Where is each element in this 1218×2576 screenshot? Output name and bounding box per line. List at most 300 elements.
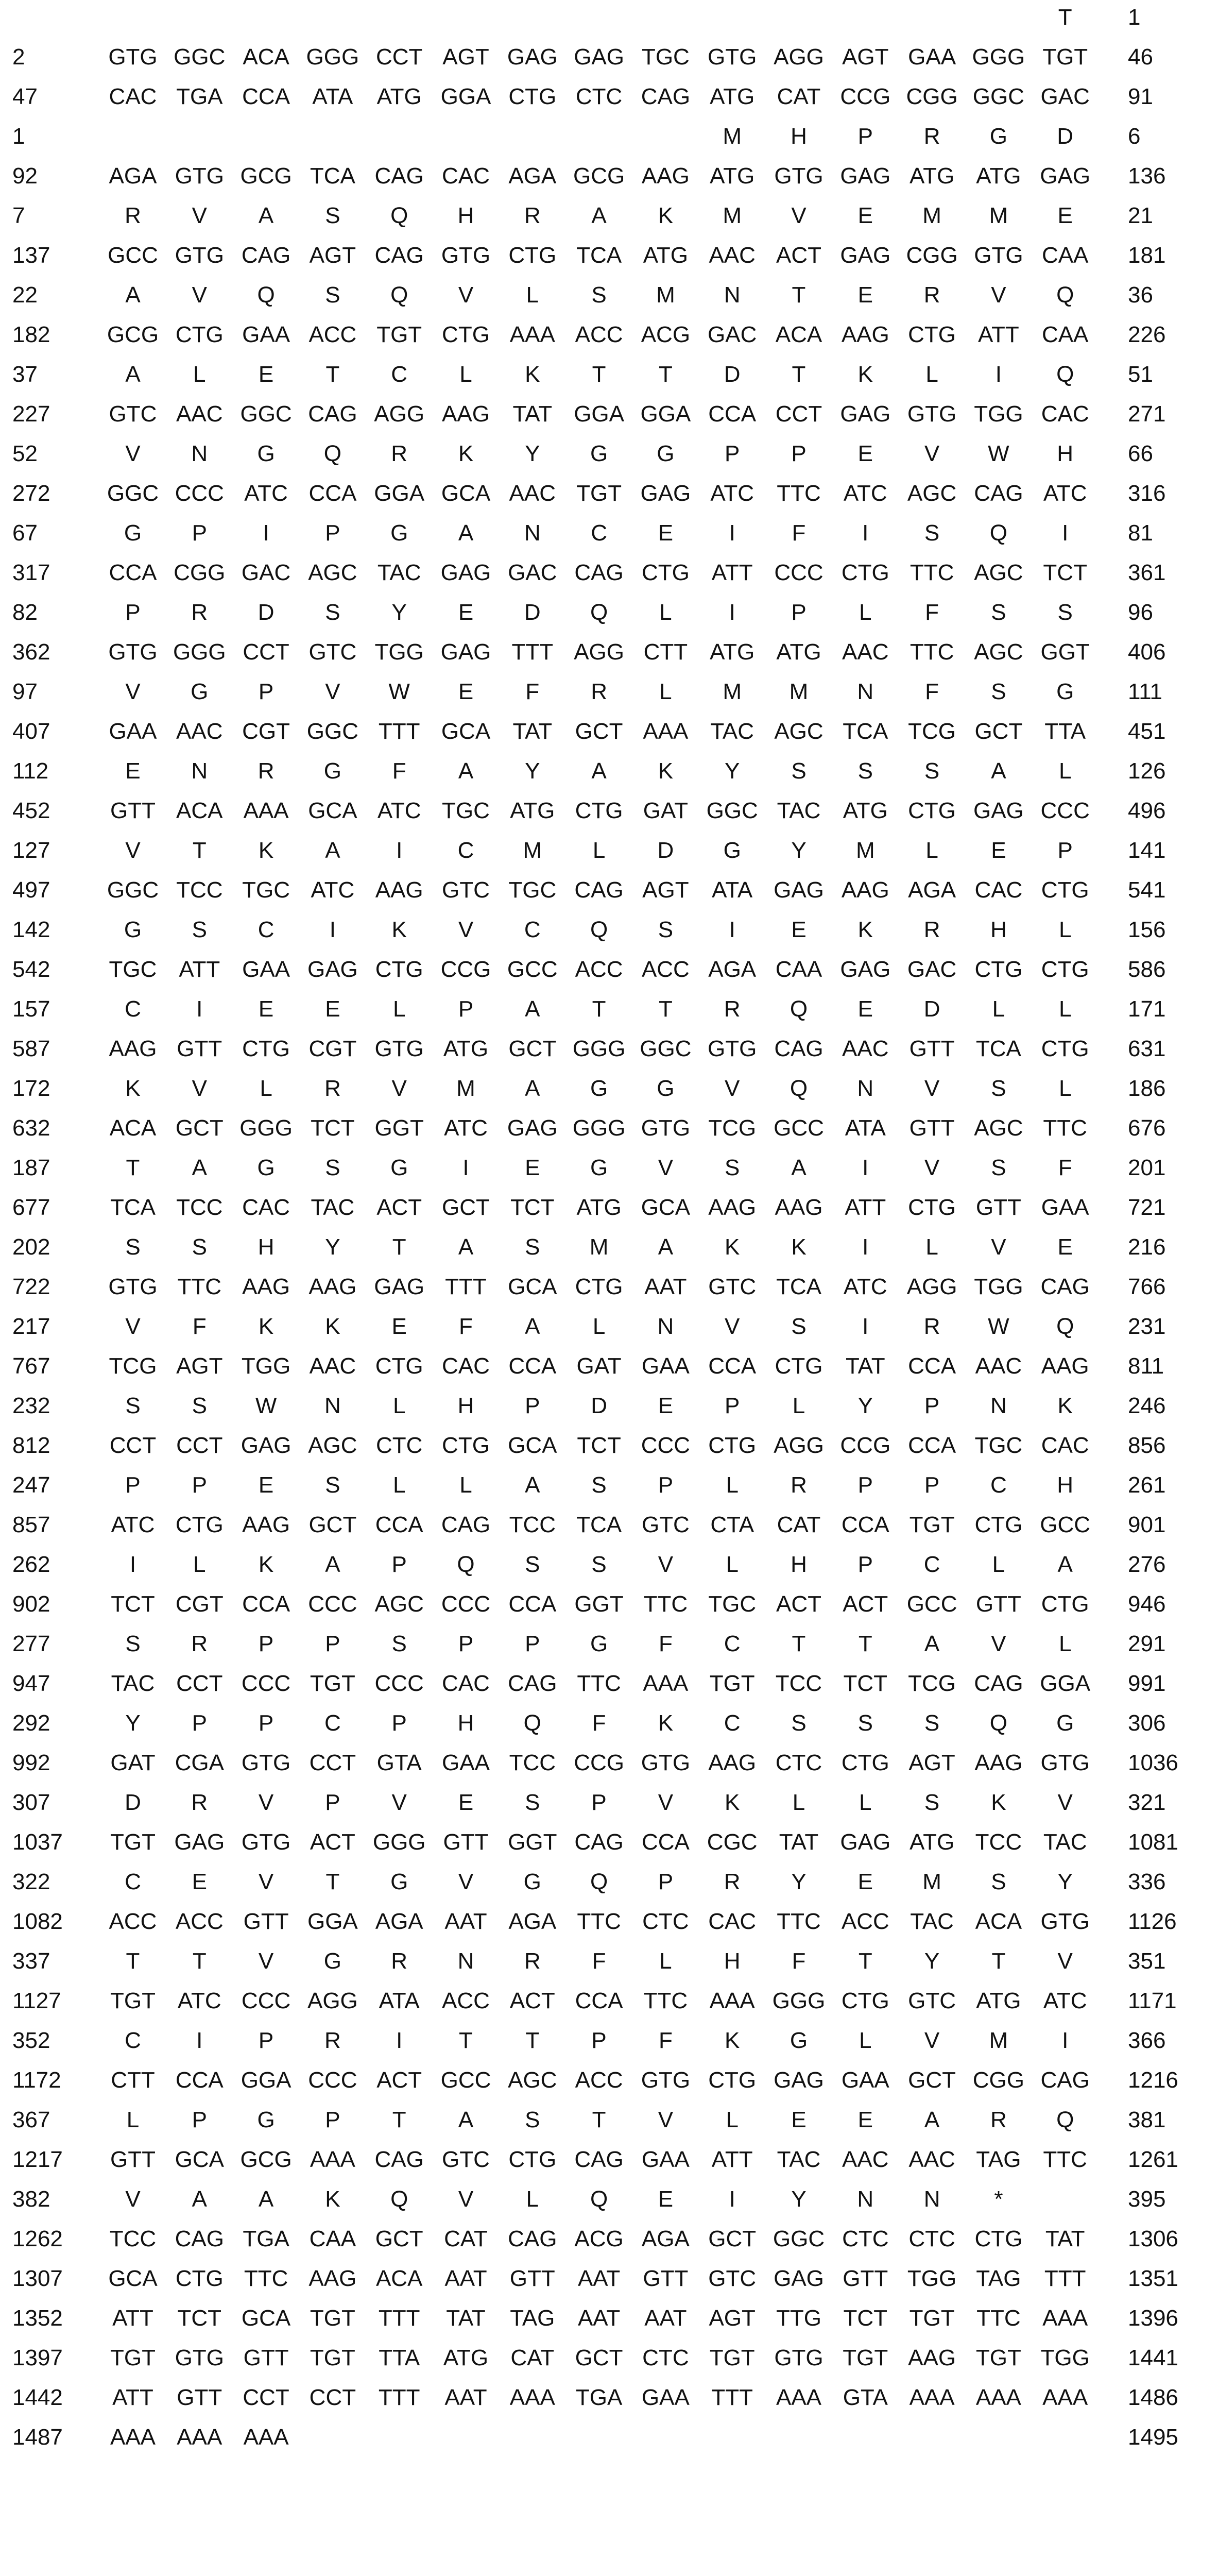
right-position-number: 171	[1128, 996, 1166, 1022]
amino-acid: L	[1058, 917, 1072, 942]
codon: AAA	[643, 719, 689, 744]
amino-acid: N	[324, 1393, 341, 1418]
codon: AAG	[841, 877, 889, 903]
codon: GCG	[107, 322, 159, 347]
codon: CTC	[775, 1750, 822, 1775]
codon: AAT	[644, 1274, 687, 1299]
amino-acid: L	[659, 679, 672, 704]
codon: GTG	[108, 44, 158, 70]
codon: AAA	[110, 2425, 156, 2450]
left-position-number: 292	[12, 1710, 50, 1736]
amino-acid: L	[592, 838, 606, 863]
codon: TGC	[974, 1433, 1023, 1458]
codon: GAG	[840, 1829, 891, 1855]
codon: CTC	[842, 2226, 889, 2251]
amino-acid: A	[125, 362, 141, 387]
codon: ATA	[312, 84, 353, 109]
codon: ACA	[775, 322, 822, 347]
codon: CTG	[508, 84, 557, 109]
amino-acid: V	[125, 1314, 141, 1339]
amino-acid: G	[257, 2107, 275, 2132]
amino-acid: C	[125, 1869, 141, 1894]
codon: GTG	[708, 44, 757, 70]
codon: AAG	[1041, 1353, 1089, 1379]
amino-acid: D	[1057, 124, 1074, 149]
right-position-number: 336	[1128, 1869, 1166, 1894]
codon: GTT	[975, 1591, 1021, 1617]
right-position-number: 1306	[1128, 2226, 1178, 2251]
right-position-number: 1351	[1128, 2266, 1178, 2291]
codon: TCC	[509, 1750, 556, 1775]
codon: CTG	[841, 1988, 889, 2013]
codon: AAG	[708, 1750, 757, 1775]
amino-acid: G	[124, 917, 142, 942]
codon: AAG	[442, 401, 490, 427]
codon: TAT	[1045, 2226, 1085, 2251]
codon: TAC	[111, 1671, 155, 1696]
right-position-number: 201	[1128, 1155, 1166, 1180]
amino-acid: E	[391, 1314, 407, 1339]
right-position-number: 306	[1128, 1710, 1166, 1736]
codon: GGG	[572, 1036, 626, 1061]
codon: CTG	[841, 560, 889, 585]
codon: GCA	[441, 719, 491, 744]
amino-acid: T	[991, 1948, 1006, 1974]
codon: GCG	[573, 163, 625, 189]
codon: CCG	[440, 957, 491, 982]
amino-acid: K	[258, 1314, 274, 1339]
codon: GTG	[641, 2067, 691, 2093]
amino-acid: E	[1057, 203, 1073, 228]
codon: GTC	[708, 2266, 757, 2291]
left-position-number: 187	[12, 1155, 50, 1180]
amino-acid: G	[657, 1076, 675, 1101]
codon: CAC	[442, 163, 490, 189]
left-position-number: 1262	[12, 2226, 63, 2251]
codon: CTG	[1041, 957, 1089, 982]
amino-acid: W	[255, 1393, 277, 1418]
amino-acid: P	[325, 1631, 340, 1656]
codon: CCA	[575, 1988, 623, 2013]
nucleotide-row	[0, 2420, 1218, 2455]
codon: ATG	[443, 1036, 489, 1061]
amino-acid: S	[991, 1155, 1006, 1180]
codon: AGT	[309, 243, 356, 268]
right-position-number: 1486	[1128, 2385, 1178, 2410]
amino-acid-row	[0, 119, 1218, 154]
codon: AAC	[309, 1353, 356, 1379]
codon: TAC	[311, 1195, 355, 1220]
amino-acid-row	[0, 2182, 1218, 2217]
amino-acid: D	[724, 362, 741, 387]
amino-acid: E	[125, 758, 141, 784]
codon: TTT	[511, 639, 554, 665]
amino-acid: S	[525, 1234, 540, 1260]
codon: CTC	[575, 84, 623, 109]
codon: AAA	[1042, 2385, 1088, 2410]
codon: AAG	[375, 877, 423, 903]
amino-acid: Q	[523, 1710, 541, 1736]
amino-acid: N	[524, 520, 541, 546]
codon: GAT	[576, 1353, 622, 1379]
amino-acid: S	[325, 600, 340, 625]
amino-acid: C	[524, 917, 541, 942]
codon: AAG	[308, 1274, 357, 1299]
left-position-number: 352	[12, 2028, 50, 2053]
amino-acid-row	[0, 1944, 1218, 1979]
codon: CCA	[508, 1353, 557, 1379]
amino-acid-row	[0, 1547, 1218, 1582]
amino-acid-row	[0, 1071, 1218, 1106]
amino-acid: F	[792, 1948, 806, 1974]
codon: GTC	[908, 1988, 956, 2013]
left-position-number: 262	[12, 1552, 50, 1577]
amino-acid: I	[862, 520, 869, 546]
codon: GTG	[175, 2345, 224, 2370]
amino-acid: W	[388, 679, 410, 704]
right-position-number: 676	[1128, 1115, 1166, 1141]
amino-acid: R	[391, 1948, 408, 1974]
amino-acid: E	[857, 2107, 873, 2132]
amino-acid-row	[0, 2023, 1218, 2058]
amino-acid: C	[591, 520, 607, 546]
codon: AGT	[176, 1353, 223, 1379]
amino-acid: T	[459, 2028, 473, 2053]
codon: TTC	[910, 639, 954, 665]
codon: ATG	[843, 798, 888, 823]
amino-acid: V	[991, 282, 1006, 308]
codon: ACT	[376, 1195, 422, 1220]
amino-acid: G	[590, 1631, 608, 1656]
amino-acid: A	[458, 758, 474, 784]
amino-acid: M	[656, 282, 675, 308]
codon: TCC	[509, 1512, 556, 1537]
right-position-number: 231	[1128, 1314, 1166, 1339]
amino-acid: C	[324, 1710, 341, 1736]
codon: CAG	[175, 2226, 224, 2251]
codon: AAA	[310, 2147, 355, 2172]
amino-acid: V	[991, 1234, 1006, 1260]
codon: AAA	[243, 798, 289, 823]
amino-acid: M	[723, 124, 742, 149]
codon: GGA	[241, 2067, 291, 2093]
left-position-number: 1	[12, 124, 25, 149]
codon: CCT	[309, 2385, 356, 2410]
left-position-number: 407	[12, 719, 50, 744]
amino-acid: Q	[989, 520, 1007, 546]
right-position-number: 991	[1128, 1671, 1166, 1696]
nucleotide-row	[0, 2341, 1218, 2376]
amino-acid: F	[392, 758, 406, 784]
right-position-number: 541	[1128, 877, 1166, 903]
amino-acid: M	[989, 2028, 1008, 2053]
amino-acid: Q	[1056, 2107, 1074, 2132]
codon: CTG	[442, 322, 490, 347]
amino-acid: K	[991, 1790, 1006, 1815]
amino-acid: A	[192, 1155, 207, 1180]
codon: TCG	[908, 1671, 956, 1696]
amino-acid: L	[592, 1314, 606, 1339]
amino-acid: Q	[1056, 282, 1074, 308]
codon: ACT	[509, 1988, 555, 2013]
codon: AAA	[776, 2385, 822, 2410]
amino-acid: N	[857, 2187, 874, 2212]
left-position-number: 2	[12, 44, 25, 70]
codon: AAA	[509, 322, 555, 347]
codon: GCT	[508, 1036, 557, 1061]
codon: GCA	[441, 481, 491, 506]
codon: TCC	[176, 877, 223, 903]
nucleotide-row	[0, 238, 1218, 273]
amino-acid: H	[258, 1234, 275, 1260]
amino-acid: E	[658, 1393, 674, 1418]
amino-acid: A	[991, 758, 1006, 784]
codon: AAG	[308, 2266, 357, 2291]
amino-acid: L	[1058, 758, 1072, 784]
amino-acid: S	[525, 1552, 540, 1577]
codon: GAG	[640, 481, 691, 506]
codon: TGT	[909, 2306, 955, 2331]
codon: ACC	[575, 2067, 623, 2093]
codon: AGT	[442, 44, 489, 70]
codon: ATC	[244, 481, 288, 506]
codon: TAG	[976, 2266, 1021, 2291]
left-position-number: 322	[12, 1869, 50, 1894]
amino-acid: S	[791, 1314, 807, 1339]
amino-acid: S	[924, 520, 940, 546]
amino-acid: E	[458, 1790, 474, 1815]
amino-acid: V	[258, 1948, 274, 1974]
codon: GTG	[374, 1036, 424, 1061]
codon: TGT	[376, 322, 422, 347]
codon: GAG	[374, 1274, 425, 1299]
codon: TTC	[976, 2306, 1021, 2331]
left-position-number: 382	[12, 2187, 50, 2212]
codon: CCA	[375, 1512, 423, 1537]
right-position-number: 36	[1128, 282, 1153, 308]
amino-acid: A	[924, 1631, 940, 1656]
amino-acid-row	[0, 516, 1218, 551]
codon: TAG	[510, 2306, 555, 2331]
codon: CAC	[242, 1195, 290, 1220]
codon: GTT	[177, 2385, 222, 2410]
codon: TCC	[109, 2226, 157, 2251]
nucleotide-row	[0, 793, 1218, 828]
amino-acid: E	[658, 520, 674, 546]
codon: GCC	[507, 957, 558, 982]
left-position-number: 7	[12, 203, 25, 228]
codon: GAA	[442, 1750, 490, 1775]
codon: TCT	[311, 1115, 355, 1141]
amino-acid: S	[125, 1234, 141, 1260]
codon: ACC	[308, 322, 357, 347]
amino-acid: N	[457, 1948, 474, 1974]
codon: AGG	[574, 639, 624, 665]
codon: CAG	[1040, 2067, 1090, 2093]
right-position-number: 316	[1128, 481, 1166, 506]
amino-acid: G	[989, 124, 1007, 149]
amino-acid: Q	[790, 996, 808, 1022]
codon: CAA	[775, 957, 822, 982]
codon: TGC	[708, 1591, 757, 1617]
codon: GGA	[307, 1909, 358, 1934]
codon: AAA	[909, 2385, 955, 2410]
amino-acid: S	[192, 917, 207, 942]
codon: CTG	[974, 957, 1023, 982]
amino-acid: K	[258, 838, 274, 863]
codon: GAG	[840, 163, 891, 189]
amino-acid: K	[391, 917, 407, 942]
codon: ATC	[444, 1115, 488, 1141]
amino-acid: S	[725, 1155, 740, 1180]
amino-acid: Q	[590, 1869, 608, 1894]
left-position-number: 202	[12, 1234, 50, 1260]
codon: ACT	[310, 1829, 355, 1855]
codon: GAG	[174, 1829, 225, 1855]
nucleotide-row	[0, 1507, 1218, 1543]
amino-acid: S	[791, 1710, 807, 1736]
amino-acid: V	[458, 2187, 474, 2212]
codon: ACC	[575, 322, 623, 347]
amino-acid: R	[923, 282, 940, 308]
codon: CGT	[175, 1591, 224, 1617]
amino-acid: R	[923, 917, 940, 942]
amino-acid: P	[391, 1552, 407, 1577]
amino-acid: G	[390, 520, 408, 546]
codon: TCT	[111, 1591, 155, 1617]
amino-acid: S	[192, 1234, 207, 1260]
amino-acid: V	[325, 679, 340, 704]
codon: TGT	[1042, 44, 1088, 70]
codon: GCA	[308, 798, 357, 823]
codon: ACA	[975, 1909, 1022, 1934]
amino-acid: Y	[325, 1234, 340, 1260]
nucleotide-row	[0, 476, 1218, 511]
amino-acid: Y	[125, 1710, 141, 1736]
amino-acid: P	[192, 1710, 207, 1736]
amino-acid: L	[925, 838, 938, 863]
codon: AGA	[375, 1909, 423, 1934]
codon: AAC	[975, 1353, 1022, 1379]
codon: GGG	[972, 44, 1025, 70]
codon: AGG	[774, 44, 824, 70]
codon: CGG	[174, 560, 226, 585]
codon: GCA	[508, 1433, 557, 1458]
codon: GAA	[841, 2067, 889, 2093]
codon: CCT	[375, 44, 423, 70]
amino-acid: M	[789, 679, 809, 704]
amino-acid: K	[857, 917, 873, 942]
codon: ATG	[910, 163, 955, 189]
nucleotide-row	[0, 1111, 1218, 1146]
codon: AGC	[508, 2067, 557, 2093]
codon: CGC	[707, 1829, 758, 1855]
codon: AAT	[444, 2266, 487, 2291]
amino-acid: L	[925, 362, 938, 387]
codon: GAA	[242, 957, 290, 982]
amino-acid: H	[457, 203, 474, 228]
codon: TGG	[374, 639, 424, 665]
amino-acid: L	[459, 1472, 472, 1498]
codon: CAT	[777, 84, 821, 109]
codon: TTT	[378, 2306, 420, 2331]
codon: TTT	[445, 1274, 487, 1299]
codon: TTC	[777, 1909, 821, 1934]
amino-acid: R	[791, 1472, 807, 1498]
codon: TTT	[1044, 2266, 1086, 2291]
codon: AGC	[374, 1591, 424, 1617]
amino-acid: V	[258, 1790, 274, 1815]
codon: TCT	[177, 2306, 222, 2331]
codon: ATG	[910, 1829, 955, 1855]
codon: GCA	[241, 2306, 291, 2331]
codon: AAG	[974, 1750, 1023, 1775]
codon: GGT	[508, 1829, 557, 1855]
codon: CGG	[906, 84, 958, 109]
codon: ATT	[711, 560, 753, 585]
codon: TGT	[909, 1512, 955, 1537]
amino-acid: M	[989, 203, 1008, 228]
codon: TCA	[975, 1036, 1021, 1061]
amino-acid: A	[258, 2187, 274, 2212]
codon: GGC	[107, 481, 159, 506]
amino-acid: K	[857, 362, 873, 387]
amino-acid: K	[325, 2187, 340, 2212]
codon: GTG	[1040, 1750, 1090, 1775]
amino-acid: E	[258, 996, 274, 1022]
codon: AAA	[243, 2425, 289, 2450]
amino-acid: S	[991, 679, 1006, 704]
codon: GAA	[1041, 1195, 1089, 1220]
amino-acid: S	[192, 1393, 207, 1418]
amino-acid: S	[325, 203, 340, 228]
right-position-number: 261	[1128, 1472, 1166, 1498]
amino-acid: V	[125, 838, 141, 863]
right-position-number: 395	[1128, 2187, 1166, 2212]
amino-acid: Y	[1057, 1869, 1073, 1894]
codon: TAT	[512, 401, 553, 427]
codon: TCT	[843, 1671, 888, 1696]
amino-acid: Y	[791, 2187, 807, 2212]
amino-acid-row	[0, 1865, 1218, 1900]
codon: ATT	[112, 2306, 153, 2331]
nucleotide-row	[0, 2222, 1218, 2257]
codon: CTG	[641, 560, 690, 585]
codon: CTG	[708, 1433, 757, 1458]
codon: CCA	[175, 2067, 224, 2093]
codon: AAA	[1042, 2306, 1088, 2331]
amino-acid: F	[925, 600, 939, 625]
codon: GGT	[574, 1591, 624, 1617]
codon: CCC	[241, 1988, 291, 2013]
nucleotide-row	[0, 1666, 1218, 1701]
codon: AAT	[644, 2306, 687, 2331]
codon: CAG	[774, 1036, 824, 1061]
codon: TTC	[777, 481, 821, 506]
amino-acid: V	[125, 441, 141, 466]
amino-acid: Q	[590, 2187, 608, 2212]
amino-acid: S	[325, 1472, 340, 1498]
amino-acid: E	[857, 282, 873, 308]
codon: GGT	[1040, 639, 1090, 665]
amino-acid: D	[657, 838, 674, 863]
codon: AGA	[708, 957, 757, 982]
amino-acid: Q	[457, 1552, 475, 1577]
codon: CTC	[908, 2226, 955, 2251]
right-position-number: 276	[1128, 1552, 1166, 1577]
amino-acid: R	[923, 1314, 940, 1339]
right-position-number: 1081	[1128, 1829, 1178, 1855]
